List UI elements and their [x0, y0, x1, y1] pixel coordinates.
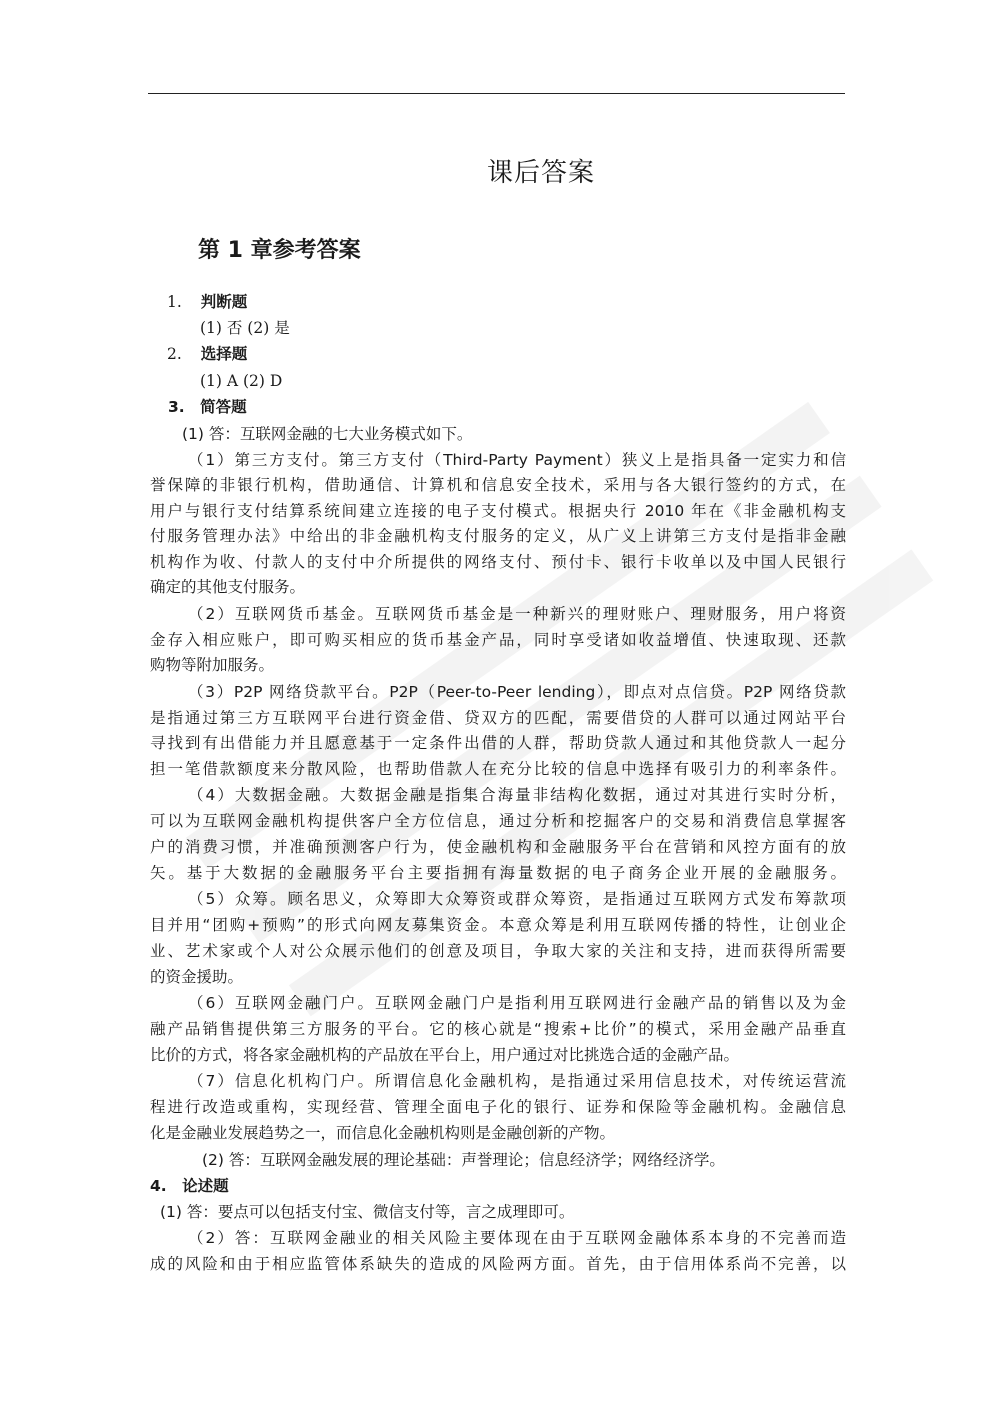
section-title: 选择题	[200, 344, 248, 363]
paragraph-line: （2）答：互联网金融业的相关风险主要体现在由于互联网金融体系本身的不完善而造	[188, 1229, 846, 1247]
paragraph-line: （6）互联网金融门户。互联网金融门户是指利用互联网进行金融产品的销售以及为金	[188, 994, 846, 1012]
section-4-heading	[150, 1173, 229, 1199]
paragraph-line: （7）信息化机构门户。所谓信息化金融机构，是指通过采用信息技术，对传统运营流	[188, 1072, 846, 1090]
section-number: 1.	[167, 293, 182, 311]
paragraph-line: 成的风险和由于相应监管体系缺失的造成的风险两方面。首先，由于信用体系尚不完善，以	[150, 1255, 846, 1273]
paragraph-line: 用户与银行支付结算系统间建立连接的电子支付模式。根据央行 2010 年在《非金融机构支	[150, 502, 846, 520]
paragraph-line: 付服务管理办法》中给出的非金融机构支付服务的定义，从广义上讲第三方支付是指非金融	[150, 527, 846, 545]
header-rule	[148, 93, 845, 94]
section-number: 2.	[167, 345, 182, 363]
paragraph-line: 目并用“团购+预购”的形式向网友募集资金。本意众筹是利用互联网传播的特性，让创业企	[150, 916, 846, 934]
paragraph-line: (2) 答：互联网金融发展的理论基础：声誉理论；信息经济学；网络经济学。	[202, 1151, 725, 1169]
paragraph-line: 化是金融业发展趋势之一，而信息化金融机构则是金融创新的产物。	[150, 1124, 616, 1142]
paragraph-line: （5）众筹。顾名思义，众筹即大众筹资或群众筹资，是指通过互联网方式发布筹款项	[188, 890, 846, 908]
chapter-heading: 第 1 章参考答案	[198, 238, 361, 263]
paragraph-line: 比价的方式，将各家金融机构的产品放在平台上，用户通过对比挑选合适的金融产品。	[150, 1046, 740, 1064]
paragraph-line: （1）第三方支付。第三方支付（Third-Party Payment）狭义上是指具备一定实力和信	[188, 451, 846, 469]
section-title: 判断题	[200, 292, 248, 311]
paragraph-line: 业、艺术家或个人对公众展示他们的创意及项目，争取大家的关注和支持，进而获得所需要	[150, 942, 846, 960]
paragraph-line: 融产品销售提供第三方服务的平台。它的核心就是“搜索+比价”的模式，采用金融产品垂直	[150, 1020, 846, 1038]
section-number: 3.	[168, 398, 185, 416]
section-2-heading	[167, 341, 247, 367]
paragraph-line: 机构作为收、付款人的支付中介所提供的网络支付、预付卡、银行卡收单以及中国人民银行	[150, 553, 846, 571]
paragraph-line: 的资金援助。	[150, 968, 244, 986]
paragraph-line: (1) 答：要点可以包括支付宝、微信支付等，言之成理即可。	[160, 1203, 575, 1221]
section-1-answer: (1) 否 (2) 是	[200, 319, 290, 337]
paragraph-line: （4）大数据金融。大数据金融是指集合海量非结构化数据，通过对其进行实时分析，	[188, 786, 846, 804]
paragraph-line: 户的消费习惯，并准确预测客户行为，使金融机构和金融服务平台在营销和风控方面有的放	[150, 838, 846, 856]
paragraph-line: (1) 答：互联网金融的七大业务模式如下。	[182, 425, 473, 443]
paragraph-line: 担一笔借款额度来分散风险，也帮助借款人在充分比较的信息中选择有吸引力的利率条件。	[150, 760, 846, 778]
paragraph-line: 可以为互联网金融机构提供客户全方位信息，通过分析和挖掘客户的交易和消费信息掌握客	[150, 812, 846, 830]
section-title: 简答题	[200, 398, 247, 416]
section-1-heading	[167, 289, 247, 315]
paragraph-line: 确定的其他支付服务。	[150, 578, 306, 596]
page-title: 课后答案	[486, 158, 595, 188]
paragraph-line: 矢。基于大数据的金融服务平台主要指拥有海量数据的电子商务企业开展的金融服务。	[150, 864, 846, 882]
section-title: 论述题	[182, 1177, 229, 1195]
section-number: 4.	[150, 1177, 167, 1195]
section-3-heading	[168, 394, 247, 420]
paragraph-line: 寻找到有出借能力并且愿意基于一定条件出借的人群，帮助贷款人通过和其他贷款人一起分	[150, 734, 846, 752]
paragraph-line: 是指通过第三方互联网平台进行资金借、贷双方的匹配，需要借贷的人群可以通过网站平台	[150, 709, 846, 727]
section-2-answer: (1) A (2) D	[200, 372, 283, 390]
paragraph-line: （2）互联网货币基金。互联网货币基金是一种新兴的理财账户、理财服务，用户将资	[188, 605, 846, 623]
paragraph-line: （3）P2P 网络贷款平台。P2P（Peer-to-Peer lending），即点对点信贷。P2P 网络贷款	[188, 683, 846, 701]
paragraph-line: 誉保障的非银行机构，借助通信、计算机和信息安全技术，采用与各大银行签约的方式，在	[150, 476, 846, 494]
paragraph-line: 程进行改造或重构，实现经营、管理全面电子化的银行、证券和保险等金融机构。金融信息	[150, 1098, 846, 1116]
paragraph-line: 金存入相应账户，即可购买相应的货币基金产品，同时享受诸如收益增值、快速取现、还款	[150, 631, 846, 649]
paragraph-line: 购物等附加服务。	[150, 656, 275, 674]
